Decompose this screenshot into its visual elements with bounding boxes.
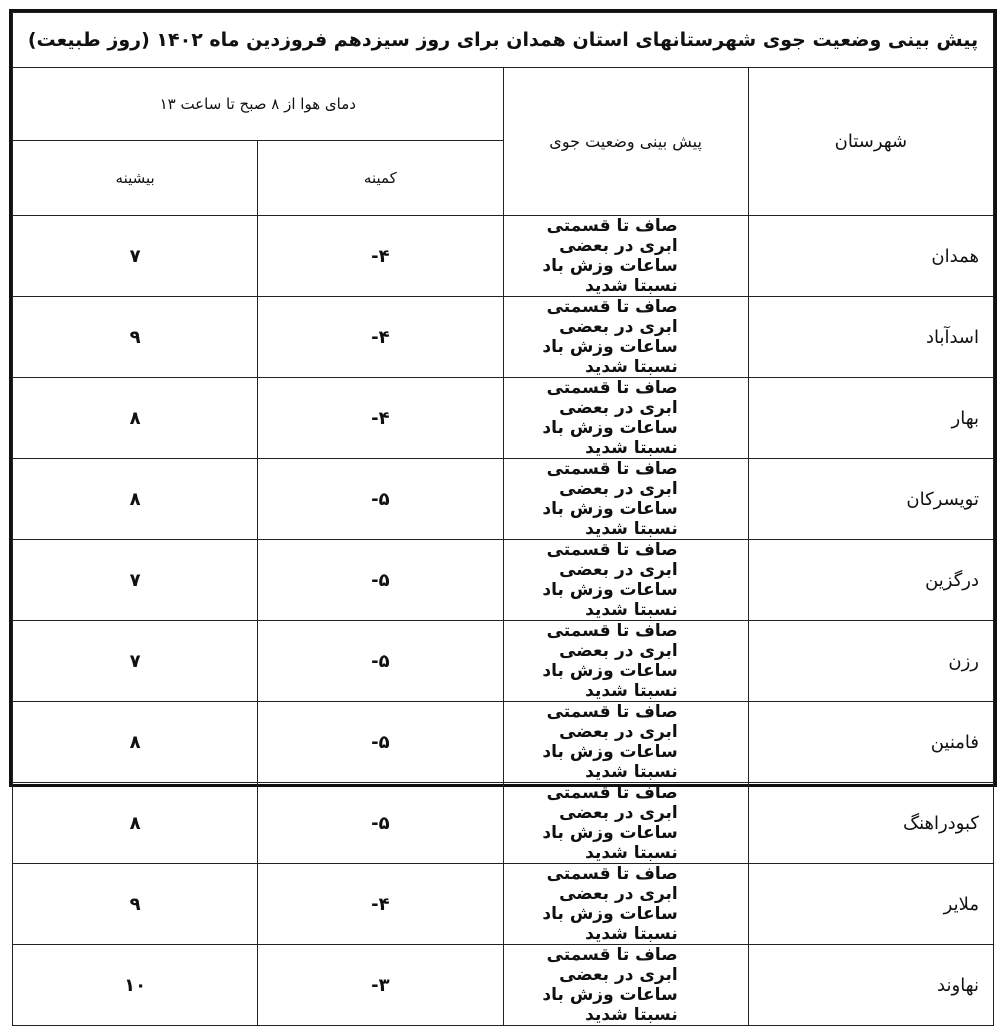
- county-cell-text: بهار: [951, 407, 979, 429]
- max-temp-cell-text: ۸: [129, 731, 141, 753]
- max-temp-cell-text: ۷: [129, 650, 141, 672]
- county-cell-text: درگزین: [925, 569, 979, 591]
- min-temp-cell: [258, 378, 503, 459]
- table-row: [13, 783, 994, 864]
- max-temp-cell: [13, 783, 258, 864]
- forecast-cell: [503, 378, 748, 459]
- county-cell-text: اسدآباد: [925, 326, 979, 348]
- county-cell-text: همدان: [931, 245, 979, 267]
- county-cell: [748, 945, 993, 1026]
- forecast-cell: [503, 945, 748, 1026]
- header-min: کمینه: [258, 141, 503, 216]
- min-temp-cell: [258, 864, 503, 945]
- min-temp-cell: [258, 702, 503, 783]
- max-temp-cell-text: ۸: [129, 812, 141, 834]
- forecast-cell: [503, 783, 748, 864]
- max-temp-cell: [13, 702, 258, 783]
- min-temp-cell: [258, 945, 503, 1026]
- forecast-cell: [503, 459, 748, 540]
- min-temp-cell: [258, 459, 503, 540]
- forecast-cell-text: صاف تا قسمتی ابری در بعضی ساعات وزش باد نسبتا شدید: [542, 945, 678, 1025]
- max-temp-cell-text: ۸: [129, 488, 141, 510]
- county-cell: [748, 621, 993, 702]
- forecast-cell-text: صاف تا قسمتی ابری در بعضی ساعات وزش باد نسبتا شدید: [542, 216, 678, 296]
- county-cell-text: رزن: [948, 650, 979, 672]
- forecast-cell: [503, 216, 748, 297]
- forecast-cell: [503, 702, 748, 783]
- min-temp-cell: [258, 621, 503, 702]
- min-temp-cell: [258, 540, 503, 621]
- max-temp-cell-text: ۹: [129, 326, 141, 348]
- county-cell: [748, 540, 993, 621]
- table-row: [13, 216, 994, 297]
- forecast-cell: [503, 864, 748, 945]
- county-cell-text: تویسرکان: [906, 488, 979, 510]
- table-row: [13, 864, 994, 945]
- max-temp-cell: [13, 864, 258, 945]
- min-temp-cell-text: -۵: [371, 731, 390, 753]
- max-temp-cell: [13, 216, 258, 297]
- max-temp-cell: [13, 945, 258, 1026]
- county-cell: [748, 459, 993, 540]
- forecast-cell-text: صاف تا قسمتی ابری در بعضی ساعات وزش باد نسبتا شدید: [542, 540, 678, 620]
- table-row: [13, 945, 994, 1026]
- max-temp-cell-text: ۷: [129, 569, 141, 591]
- forecast-cell-text: صاف تا قسمتی ابری در بعضی ساعات وزش باد نسبتا شدید: [542, 297, 678, 377]
- min-temp-cell-text: -۳: [371, 974, 390, 996]
- table-row: [13, 378, 994, 459]
- county-cell-text: ملایر: [943, 893, 979, 915]
- county-cell: [748, 702, 993, 783]
- header-county: شهرستان: [748, 68, 993, 216]
- header-temperature: دمای هوا از ۸ صبح تا ساعت ۱۳: [13, 68, 504, 141]
- max-temp-cell-text: ۹: [129, 893, 141, 915]
- min-temp-cell-text: -۴: [371, 893, 390, 915]
- min-temp-cell-text: -۴: [371, 407, 390, 429]
- county-cell: [748, 783, 993, 864]
- table-row: [13, 621, 994, 702]
- min-temp-cell: [258, 297, 503, 378]
- min-temp-cell: [258, 783, 503, 864]
- table-row: [13, 459, 994, 540]
- header-max: بیشینه: [13, 141, 258, 216]
- forecast-cell: [503, 621, 748, 702]
- weather-forecast-table-frame: [9, 9, 997, 1025]
- header-forecast: پیش بینی وضعیت جوی: [503, 68, 748, 216]
- max-temp-cell: [13, 459, 258, 540]
- min-temp-cell: [258, 216, 503, 297]
- min-temp-cell-text: -۵: [371, 812, 390, 834]
- county-cell-text: نهاوند: [937, 974, 979, 996]
- max-temp-cell-text: ۸: [129, 407, 141, 429]
- forecast-cell-text: صاف تا قسمتی ابری در بعضی ساعات وزش باد نسبتا شدید: [542, 864, 678, 944]
- forecast-cell: [503, 540, 748, 621]
- table-row: [13, 297, 994, 378]
- county-cell: [748, 864, 993, 945]
- county-cell-text: فامنین: [930, 731, 979, 753]
- forecast-cell-text: صاف تا قسمتی ابری در بعضی ساعات وزش باد نسبتا شدید: [542, 378, 678, 458]
- forecast-cell-text: صاف تا قسمتی ابری در بعضی ساعات وزش باد نسبتا شدید: [542, 621, 678, 701]
- weather-forecast-table: [12, 12, 994, 1026]
- max-temp-cell: [13, 621, 258, 702]
- max-temp-cell: [13, 297, 258, 378]
- forecast-cell-text: صاف تا قسمتی ابری در بعضی ساعات وزش باد نسبتا شدید: [542, 783, 678, 863]
- forecast-cell-text: صاف تا قسمتی ابری در بعضی ساعات وزش باد نسبتا شدید: [542, 459, 678, 539]
- min-temp-cell-text: -۵: [371, 488, 390, 510]
- max-temp-cell-text: ۱۰: [124, 974, 147, 996]
- county-cell: [748, 216, 993, 297]
- county-cell-text: کبودراهنگ: [902, 812, 979, 834]
- min-temp-cell-text: -۴: [371, 245, 390, 267]
- min-temp-cell-text: -۵: [371, 650, 390, 672]
- table-title: پیش بینی وضعیت جوی شهرستانهای استان همدان برای روز سیزدهم فروزدین ماه ۱۴۰۲ (روز طبیعت): [13, 13, 994, 68]
- min-temp-cell-text: -۵: [371, 569, 390, 591]
- max-temp-cell-text: ۷: [129, 245, 141, 267]
- max-temp-cell: [13, 378, 258, 459]
- table-row: [13, 540, 994, 621]
- min-temp-cell-text: -۴: [371, 326, 390, 348]
- forecast-cell: [503, 297, 748, 378]
- table-row: [13, 702, 994, 783]
- county-cell: [748, 297, 993, 378]
- forecast-cell-text: صاف تا قسمتی ابری در بعضی ساعات وزش باد نسبتا شدید: [542, 702, 678, 782]
- max-temp-cell: [13, 540, 258, 621]
- county-cell: [748, 378, 993, 459]
